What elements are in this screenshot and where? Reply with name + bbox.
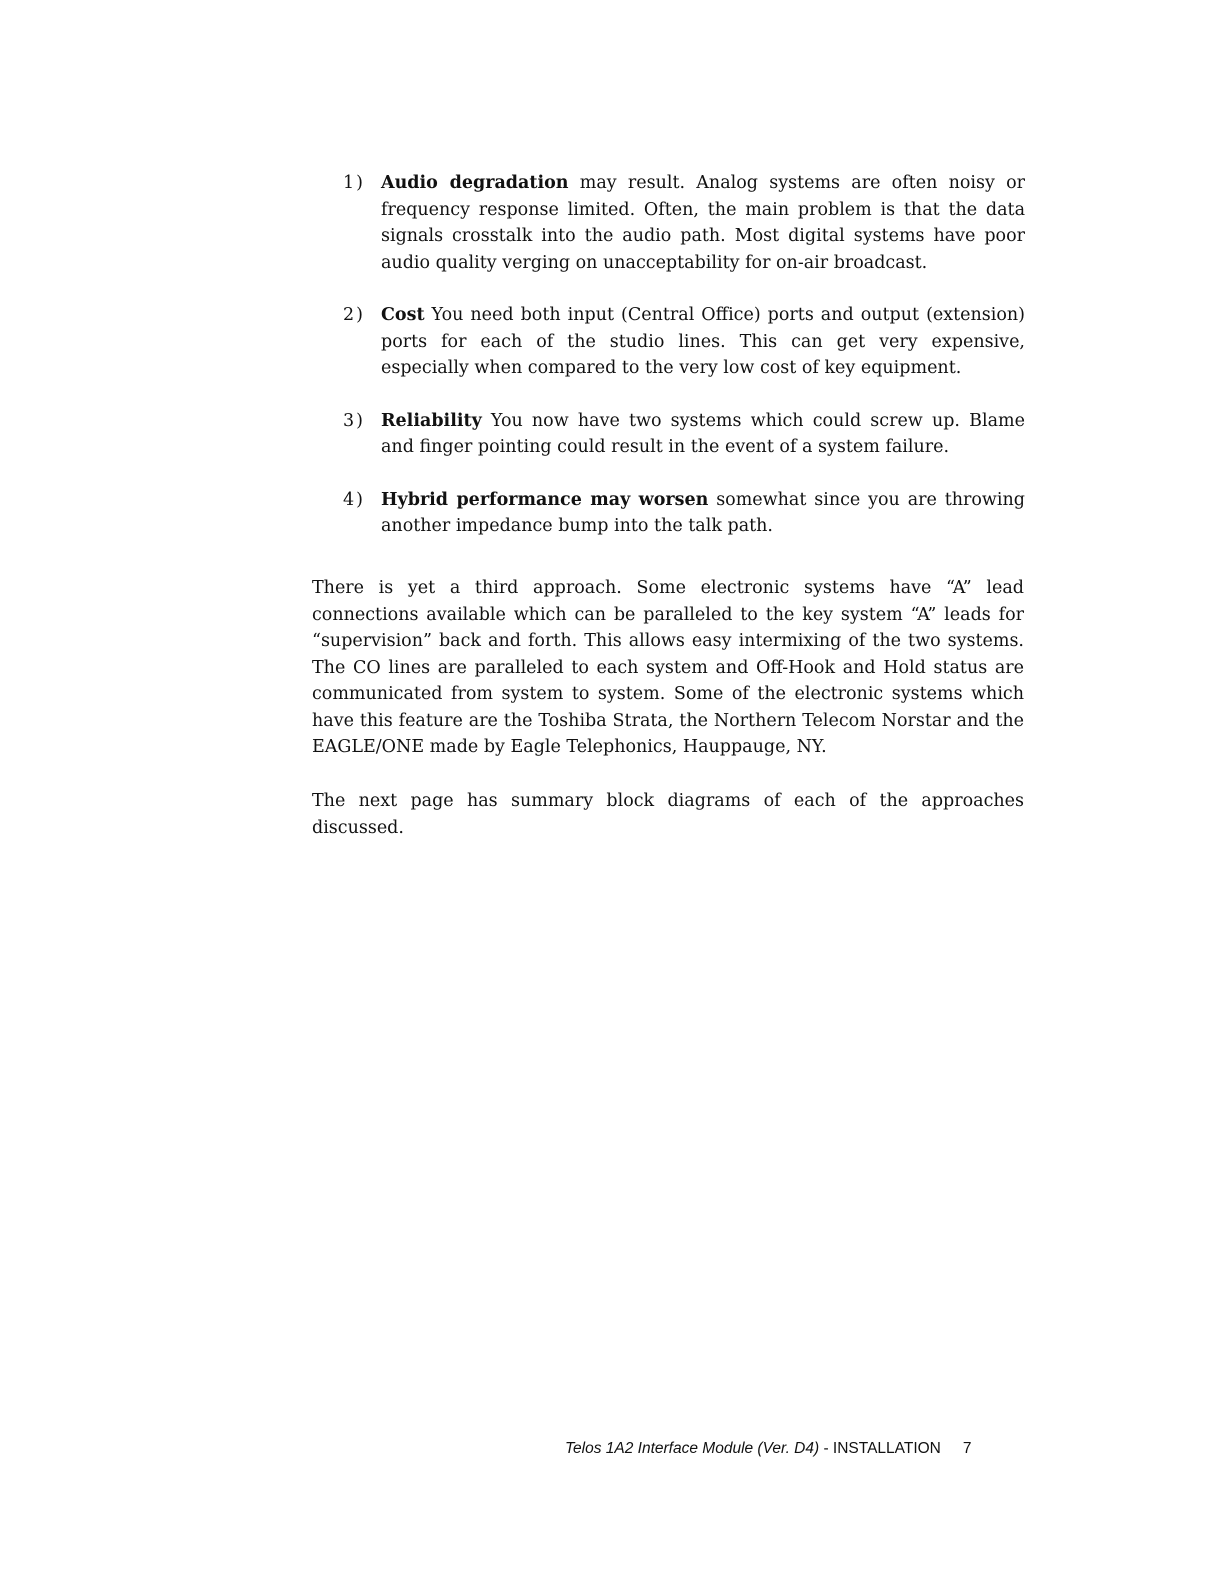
list-item-text: may result. Analog systems are often noisy or frequency response limited. Often, the main problem is that the data signals crosstalk into the audio path. Most digital systems have poor audio quality verging on unacceptability for on-air broadcast.	[381, 173, 1025, 273]
page-number: 7	[962, 1440, 972, 1457]
list-item-text: You now have two systems which could screw up. Blame and finger pointing could result in the event of a system failure.	[381, 410, 1025, 457]
third-approach-paragraph: There is yet a third approach. Some electronic systems have “A” lead connections available which can be paralleled to the key system “A” leads for “supervision” back and forth. This allows easy intermixing of the two systems. The CO lines are paralleled to each system and Off-Hook and Hold status are communicated from system to system. Some of the electronic systems which have this feature are the Toshiba Strata, the Northern Telecom Norstar and the EAGLE/ONE made by Eagle Telephonics, Hauppauge, NY.	[312, 578, 1024, 757]
list-item-number: 1)	[343, 173, 365, 193]
list-item	[343, 302, 1025, 382]
list-item-text: You need both input (Central Office) ports and output (extension) ports for each of the studio lines. This can get very expensive, especially when compared to the very low cost of key equipment.	[381, 305, 1025, 378]
footer-section: - INSTALLATION	[819, 1440, 941, 1457]
list-item-number: 4)	[343, 489, 365, 510]
next-page-paragraph: The next page has summary block diagrams of each of the approaches discussed.	[312, 791, 1024, 838]
footer-title: Telos 1A2 Interface Module (Ver. D4)	[565, 1440, 820, 1457]
page-footer	[565, 1440, 1035, 1458]
list-item-text: somewhat since you are throwing another impedance bump into the talk path.	[381, 489, 1025, 536]
list-item	[343, 487, 1025, 540]
list-item-term: Reliability	[381, 410, 482, 431]
list-item-term: Hybrid performance may worsen	[381, 489, 709, 510]
list-item	[343, 408, 1025, 461]
list-item-number: 2)	[343, 305, 365, 325]
list-item-term: Audio degradation	[381, 173, 569, 193]
drawbacks-list	[343, 170, 1025, 566]
list-item	[343, 170, 1025, 276]
list-item-term: Cost	[381, 305, 425, 325]
list-item-number: 3)	[343, 410, 365, 431]
